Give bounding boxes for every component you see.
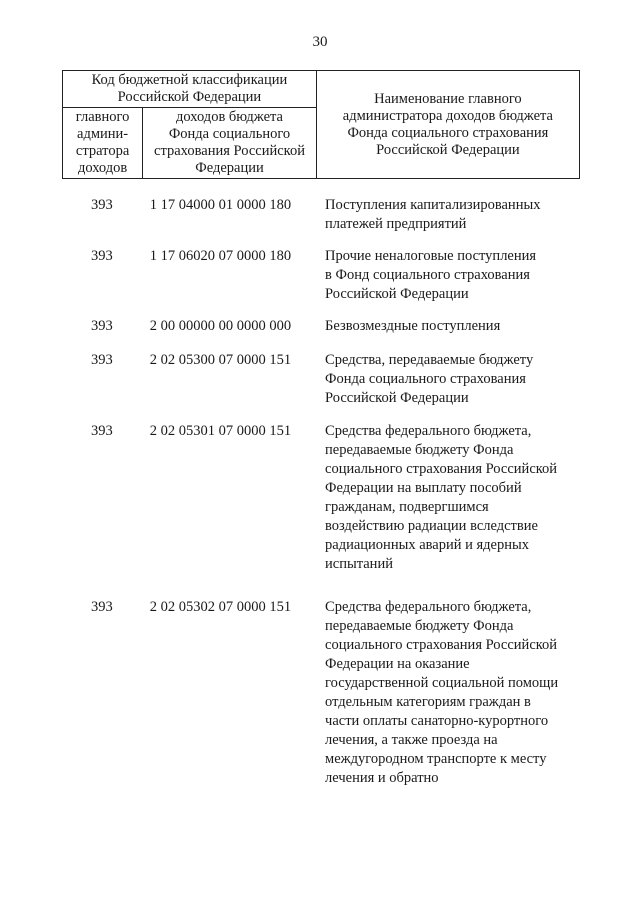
table-body (62, 196, 580, 788)
row-name-line: Средства федерального бюджета, (325, 423, 532, 439)
row-name-line: лечения и обратно (325, 770, 439, 786)
header-group-line: Код бюджетной классификации (91, 72, 288, 88)
row-admin-code: 393 (90, 423, 113, 439)
row-name (319, 317, 580, 336)
row-name-line: Российской Федерации (325, 286, 469, 302)
row-name-line: междугородном транспорте к месту (325, 751, 547, 767)
row-name-line: Прочие неналоговые поступления (325, 248, 537, 264)
row-admin-code: 393 (90, 318, 113, 334)
header-group-line: Российской Федерации (117, 89, 262, 105)
row-name-line: Средства федерального бюджета, (325, 599, 532, 615)
header-income-line: Федерации (195, 160, 264, 176)
header-name-line: Наименование главного (374, 90, 522, 107)
row-name-line: Федерации на выплату пособий (325, 480, 522, 496)
row-name-line: Федерации на оказание (325, 656, 470, 672)
header-admin-line: главного (75, 109, 130, 125)
row-name-line: радиационных аварий и ядерных (325, 537, 529, 553)
row-name-line: в Фонд социального страхования (325, 267, 530, 283)
row-budget-code: 2 00 00000 00 0000 000 (149, 318, 292, 334)
row-budget-code: 2 02 05301 07 0000 151 (149, 423, 292, 439)
row-name-line: воздействию радиации вследствие (325, 518, 538, 534)
header-admin-line: доходов (77, 160, 128, 176)
row-name-line: лечения, а также проезда на (325, 732, 498, 748)
row-budget-code: 1 17 06020 07 0000 180 (149, 248, 292, 264)
header-admin-line: админи- (77, 126, 129, 142)
row-name-line: социального страхования Российской (325, 637, 558, 653)
row-name-line: платежей предприятий (325, 216, 467, 232)
row-name-line: Поступления капитализированных (325, 197, 541, 213)
row-budget-code: 1 17 04000 01 0000 180 (149, 197, 292, 213)
table-row (62, 247, 580, 304)
row-name-line: Фонда социального страхования (325, 371, 526, 387)
row-name (319, 351, 580, 408)
header-income-line: Фонда социального (168, 126, 291, 142)
row-admin-code: 393 (90, 248, 113, 264)
table-row (62, 317, 580, 336)
page-number: 30 (312, 34, 328, 50)
table-row (62, 598, 580, 788)
row-budget-code: 2 02 05300 07 0000 151 (149, 352, 292, 368)
row-name (319, 247, 580, 304)
header-name-line: администратора доходов бюджета (342, 107, 553, 124)
row-name-line: отдельным категориям граждан в (325, 694, 531, 710)
row-admin-code: 393 (90, 599, 113, 615)
header-budget-classification-code (63, 71, 317, 108)
row-budget-code: 2 02 05302 07 0000 151 (149, 599, 292, 615)
row-name (319, 196, 580, 234)
row-name (319, 598, 580, 788)
row-name-line: Средства, передаваемые бюджету (325, 352, 534, 368)
row-name-line: Безвозмездные поступления (325, 318, 501, 334)
row-admin-code: 393 (90, 352, 113, 368)
row-name-line: государственной социальной помощи (325, 675, 559, 691)
row-name-line: испытаний (325, 556, 393, 572)
header-income-code (143, 108, 317, 179)
table-header (62, 70, 580, 179)
header-admin-line: стратора (75, 143, 130, 159)
header-name-line: Российской Федерации (376, 141, 520, 158)
header-income-line: страхования Российской (154, 143, 305, 159)
row-name-line: социального страхования Российской (325, 461, 558, 477)
row-admin-code: 393 (90, 197, 113, 213)
row-name-line: Российской Федерации (325, 390, 469, 406)
header-name-line: Фонда социального страхования (347, 124, 549, 141)
table-row (62, 351, 580, 408)
header-income-line: доходов бюджета (176, 109, 283, 125)
row-name-line: передаваемые бюджету Фонда (325, 618, 514, 634)
table-row (62, 196, 580, 234)
table-row (62, 422, 580, 574)
row-name (319, 422, 580, 574)
header-main-administrator (63, 108, 143, 179)
header-administrator-name (316, 71, 579, 179)
row-name-line: передаваемые бюджету Фонда (325, 442, 514, 458)
row-name-line: части оплаты санаторно-курортного (325, 713, 549, 729)
row-name-line: гражданам, подвергшимся (325, 499, 489, 515)
